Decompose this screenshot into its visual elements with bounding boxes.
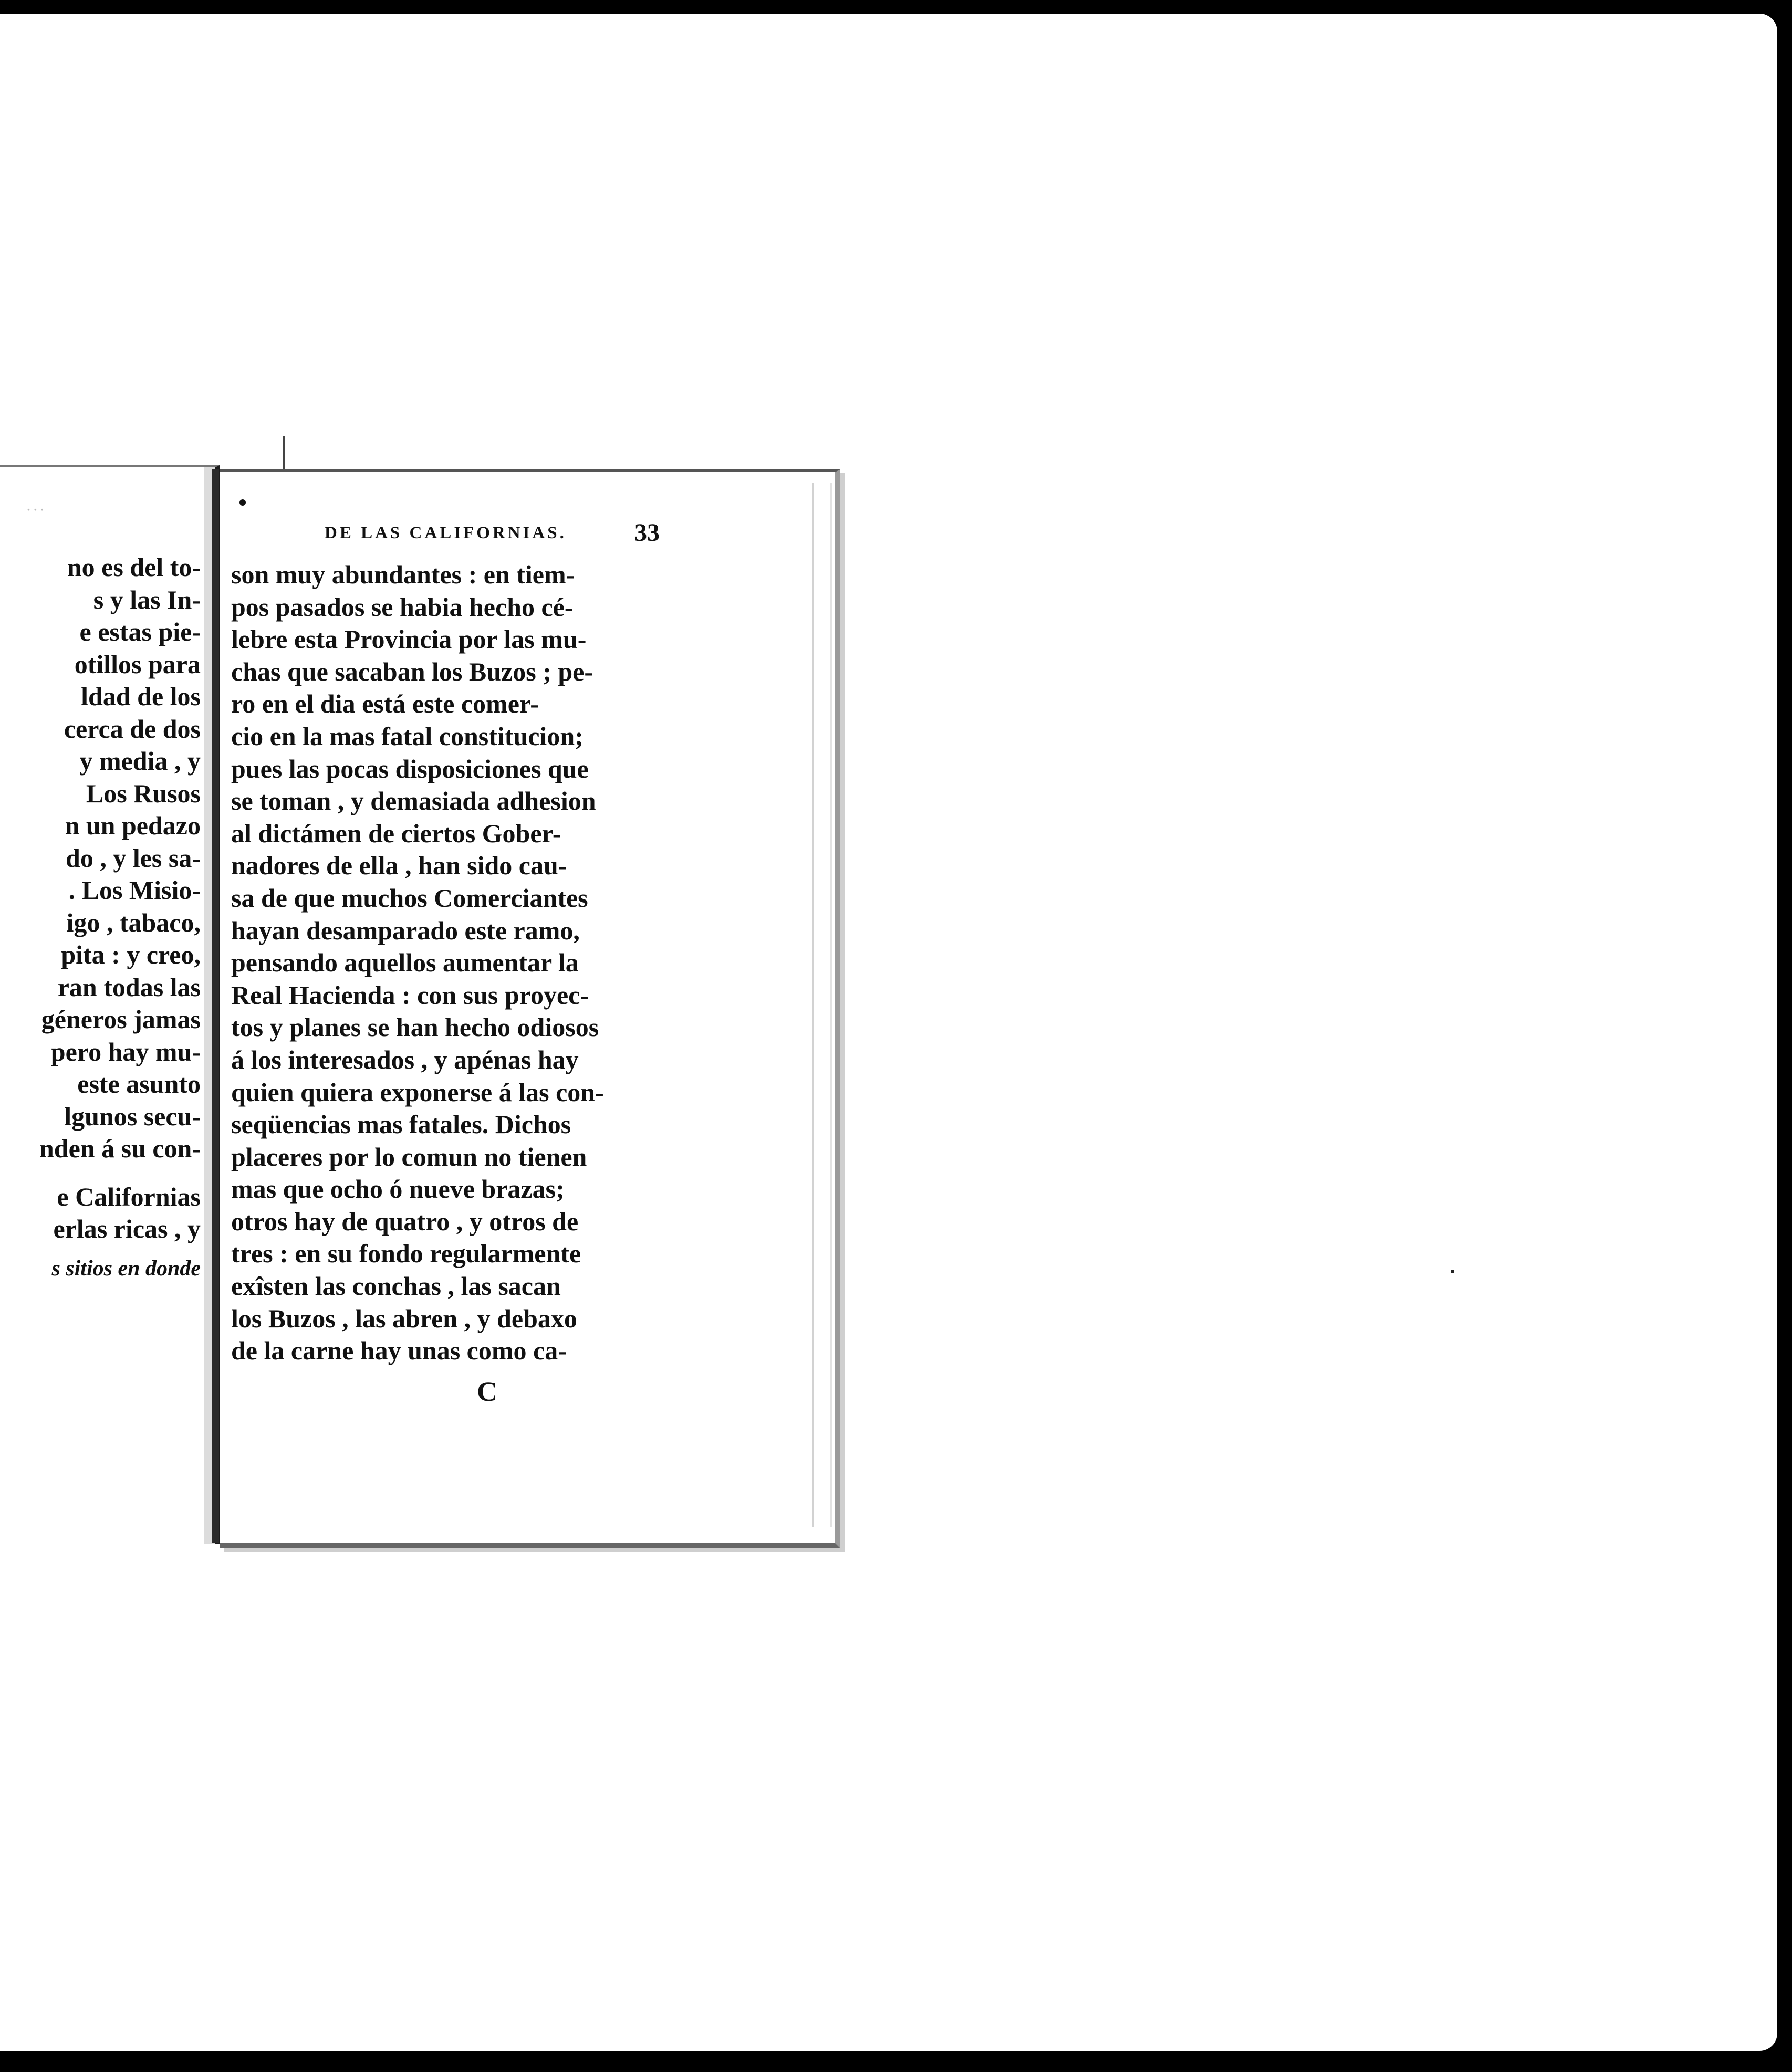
ink-dot — [239, 499, 246, 506]
text-line: géneros jamas — [41, 1004, 201, 1034]
text-line: no es del to- — [67, 552, 201, 582]
body-text — [231, 559, 667, 1367]
text-line: al dictámen de ciertos Gober- — [231, 818, 561, 848]
text-line: nadores de ella , han sido cau- — [231, 851, 567, 881]
text-line: pensando aquellos aumentar la — [231, 948, 579, 978]
left-page — [0, 465, 220, 1544]
text-line: Los Rusos — [86, 778, 201, 808]
text-line: otillos para — [74, 649, 201, 679]
left-page-text — [0, 551, 201, 1285]
book-gutter — [212, 469, 219, 1543]
page-edge-lines — [812, 483, 832, 1527]
text-line: s y las In- — [93, 584, 201, 614]
text-line: n un pedazo — [65, 811, 201, 840]
text-line: quien quiera exponerse á las con- — [231, 1077, 604, 1107]
text-line: nden á su con- — [39, 1134, 201, 1163]
text-line: pita : y creo, — [61, 940, 201, 969]
text-line: lebre esta Provincia por las mu- — [231, 624, 587, 654]
footnote-line: s sitios en donde — [51, 1256, 201, 1281]
text-line: lgunos secu- — [64, 1101, 201, 1131]
text-line: placeres por lo comun no tienen — [231, 1142, 587, 1171]
running-head: DE LAS CALIFORNIAS. — [325, 524, 567, 542]
text-line: e estas pie- — [79, 617, 201, 646]
text-line: erlas ricas , y — [53, 1214, 201, 1243]
text-line: los Buzos , las abren , y debaxo — [231, 1303, 577, 1333]
text-line: ldad de los — [81, 682, 201, 711]
text-line: do , y les sa- — [66, 843, 201, 873]
text-line: y media , y — [79, 746, 201, 776]
spine-mark — [283, 436, 285, 473]
text-line: exîsten las conchas , las sacan — [231, 1271, 561, 1301]
text-line: sa de que muchos Comerciantes — [231, 883, 588, 913]
text-line: otros hay de quatro , y otros de — [231, 1206, 579, 1236]
right-page — [220, 469, 840, 1548]
text-line: hayan desamparado este ramo, — [231, 915, 580, 945]
text-line: pero hay mu- — [50, 1037, 201, 1066]
text-line: chas que sacaban los Buzos ; pe- — [231, 656, 593, 686]
text-line: pos pasados se habia hecho cé- — [231, 592, 574, 622]
text-line: cerca de dos — [64, 714, 201, 744]
text-line: son muy abundantes : en tiem- — [231, 560, 575, 589]
text-line: ro en el dia está este comer- — [231, 689, 539, 719]
text-line: tos y planes se han hecho odiosos — [231, 1012, 599, 1042]
left-running-head: ... — [26, 497, 47, 514]
text-line: ran todas las — [57, 972, 201, 1002]
text-line: á los interesados , y apénas hay — [231, 1044, 579, 1074]
text-line: se toman , y demasiada adhesion — [231, 786, 596, 816]
text-line: igo , tabaco, — [66, 907, 201, 937]
page-number: 33 — [634, 519, 660, 547]
text-line: e Californias — [57, 1181, 201, 1211]
text-line: cio en la mas fatal constitucion; — [231, 721, 584, 751]
text-line: este asunto — [77, 1069, 201, 1098]
text-line: pues las pocas disposiciones que — [231, 754, 589, 783]
text-line: Real Hacienda : con sus proyec- — [231, 980, 589, 1010]
text-line: mas que ocho ó nueve brazas; — [231, 1174, 565, 1204]
scan-sheet — [0, 14, 1777, 2051]
text-line: . Los Misio- — [68, 875, 201, 905]
text-line: de la carne hay unas como ca- — [231, 1336, 567, 1366]
scan-speck — [1451, 1270, 1454, 1273]
signature-mark: C — [477, 1376, 497, 1407]
paragraph-gap — [0, 1165, 201, 1181]
text-line: seqüencias mas fatales. Dichos — [231, 1110, 571, 1139]
text-line: tres : en su fondo regularmente — [231, 1239, 581, 1269]
